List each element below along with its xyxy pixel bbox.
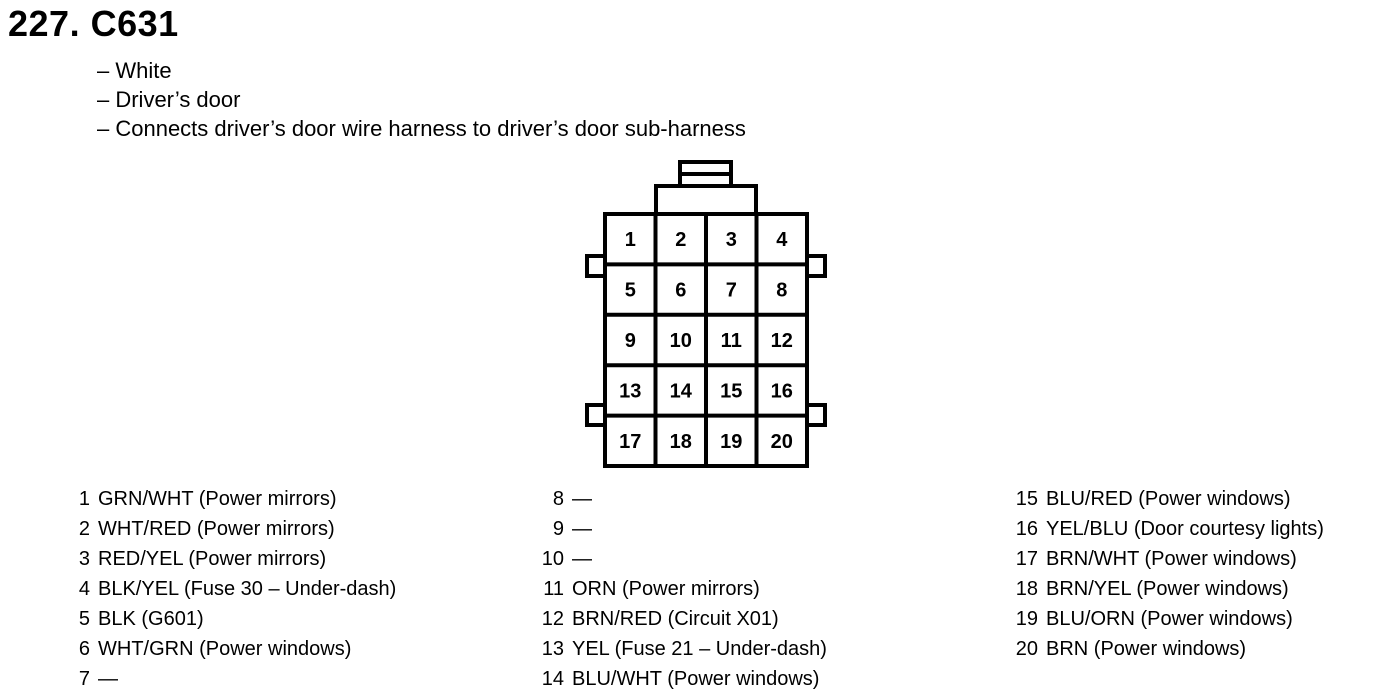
pin-description: BLU/RED (Power windows) xyxy=(1046,488,1291,510)
pin-number: 8 xyxy=(552,488,564,510)
pin-number: 10 xyxy=(541,548,564,570)
pin-number: 17 xyxy=(1015,548,1038,570)
connector-side-tab xyxy=(807,405,825,425)
pin-description: BRN/YEL (Power windows) xyxy=(1046,578,1289,600)
cavity-pin-number: 11 xyxy=(720,330,742,352)
pin-number: 1 xyxy=(78,488,90,510)
pin-number: 7 xyxy=(78,668,90,690)
pin-number: 4 xyxy=(78,578,90,600)
cavity-pin-number: 19 xyxy=(720,430,743,453)
pin-description: BLU/WHT (Power windows) xyxy=(572,668,820,690)
pin-number: 19 xyxy=(1015,608,1038,630)
pin-description: BRN (Power windows) xyxy=(1046,638,1247,660)
cavity-pin-number: 10 xyxy=(669,330,692,352)
cavity-pin-number: 5 xyxy=(624,279,636,302)
pin-number: 15 xyxy=(1015,488,1038,510)
cavity-pin-number: 15 xyxy=(720,380,743,403)
cavity-pin-number: 2 xyxy=(675,229,687,252)
pin-description: RED/YEL (Power mirrors) xyxy=(98,548,327,570)
pin-number: 6 xyxy=(78,638,90,660)
cavity-pin-number: 12 xyxy=(770,330,793,352)
cavity-pin-number: 9 xyxy=(624,330,636,352)
pin-description: ORN (Power mirrors) xyxy=(572,578,760,600)
cavity-pin-number: 13 xyxy=(619,380,642,403)
cavity-pin-number: 17 xyxy=(619,430,642,453)
pin-number: 16 xyxy=(1015,518,1038,540)
pin-description: — xyxy=(572,548,592,570)
pin-number: 20 xyxy=(1015,638,1038,660)
cavity-pin-number: 1 xyxy=(624,229,636,252)
pin-number: 14 xyxy=(541,668,564,690)
pin-description: GRN/WHT (Power mirrors) xyxy=(98,488,337,510)
note-description: – Connects driver’s door wire harness to driver’s door sub-harness xyxy=(97,116,746,141)
cavity-pin-number: 18 xyxy=(669,430,692,453)
cavity-pin-number: 7 xyxy=(725,279,737,302)
pin-description: BRN/WHT (Power windows) xyxy=(1046,548,1297,570)
cavity-pin-number: 6 xyxy=(675,279,687,302)
pin-number: 2 xyxy=(78,518,90,540)
pin-number: 13 xyxy=(541,638,564,660)
cavity-pin-number: 8 xyxy=(776,279,788,302)
connector-side-tab xyxy=(807,256,825,276)
pin-number: 12 xyxy=(541,608,564,630)
pin-description: BRN/RED (Circuit X01) xyxy=(572,608,779,630)
note-color: – White xyxy=(97,58,172,83)
cavity-pin-number: 16 xyxy=(770,380,793,403)
pin-number: 9 xyxy=(552,518,564,540)
connector-side-tab xyxy=(587,256,605,276)
pin-description: — xyxy=(572,518,592,540)
pin-description: — xyxy=(98,668,118,690)
connector-side-tab xyxy=(587,405,605,425)
pin-description: WHT/RED (Power mirrors) xyxy=(98,518,335,540)
pin-number: 11 xyxy=(543,578,564,600)
note-location: – Driver’s door xyxy=(97,87,241,112)
pin-number: 3 xyxy=(78,548,90,570)
pin-description: BLK/YEL (Fuse 30 – Under-dash) xyxy=(98,578,397,600)
connector-top-housing xyxy=(656,186,756,214)
pin-description: YEL/BLU (Door courtesy lights) xyxy=(1046,518,1324,540)
pin-number: 18 xyxy=(1015,578,1038,600)
pin-description: — xyxy=(572,488,592,510)
cavity-pin-number: 4 xyxy=(776,229,788,252)
cavity-pin-number: 20 xyxy=(770,430,793,453)
pin-description: BLU/ORN (Power windows) xyxy=(1046,608,1293,630)
pin-description: YEL (Fuse 21 – Under-dash) xyxy=(572,638,827,660)
diagram-title: 227. C631 xyxy=(8,3,179,44)
pin-description: BLK (G601) xyxy=(98,608,204,630)
pin-number: 5 xyxy=(78,608,90,630)
cavity-pin-number: 14 xyxy=(669,380,692,403)
cavity-pin-number: 3 xyxy=(725,229,737,252)
pin-description: WHT/GRN (Power windows) xyxy=(98,638,352,660)
